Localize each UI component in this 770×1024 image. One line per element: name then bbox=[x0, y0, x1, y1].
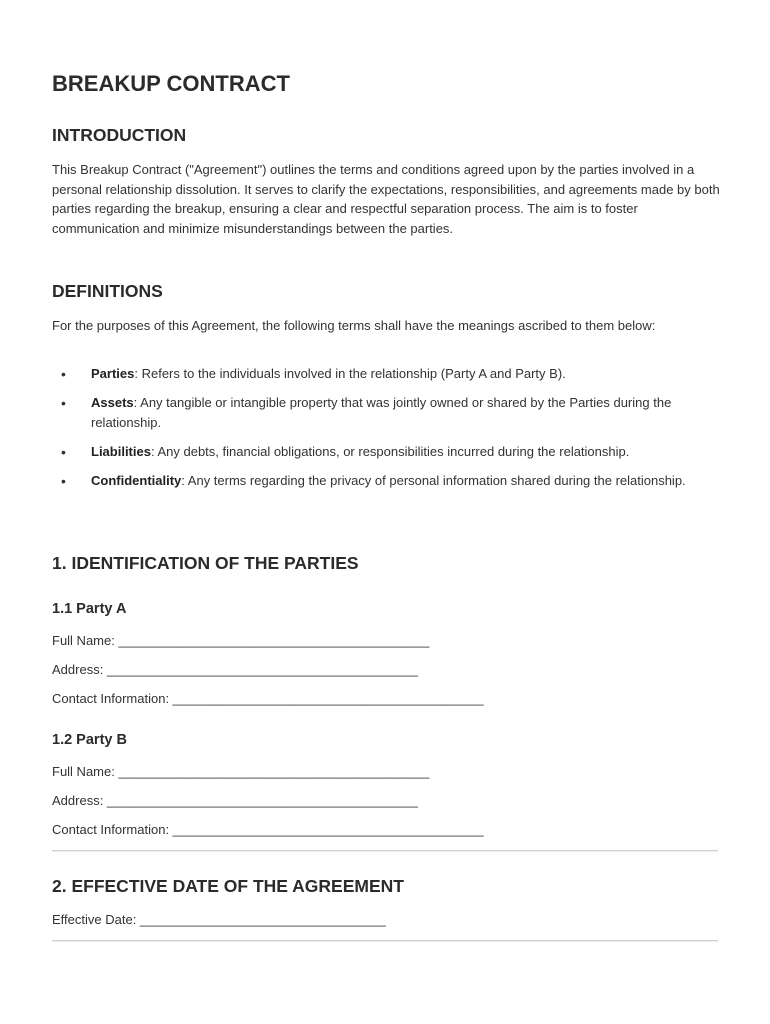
definition-term: Liabilities bbox=[91, 443, 151, 459]
definition-text: : Any terms regarding the privacy of personal information shared during the relationship. bbox=[181, 472, 686, 488]
party-a-contact-field[interactable]: Contact Information: ___________________________________________ bbox=[52, 691, 484, 706]
section-divider bbox=[52, 940, 718, 941]
definition-text: : Any tangible or intangible property that was jointly owned or shared by the Parties during the relationship. bbox=[91, 395, 672, 430]
definitions-list bbox=[52, 364, 722, 500]
introduction-text: This Breakup Contract ("Agreement") outlines the terms and conditions agreed upon by the parties involved in a personal relationship dissolution. It serves to clarify the expectations, responsibilities, and agreements made by both parties regarding the breakup, ensuring a clear and respectful separation process. The aim is to foster communication and minimize misunderstandings between the parties. bbox=[52, 162, 720, 237]
party-a-address-field[interactable]: Address: ___________________________________________ bbox=[52, 662, 418, 677]
section1-heading: 1. IDENTIFICATION OF THE PARTIES bbox=[52, 553, 359, 573]
party-b-contact-field[interactable]: Contact Information: ___________________________________________ bbox=[52, 822, 484, 837]
bullet-icon: • bbox=[61, 443, 66, 460]
definition-text: : Any debts, financial obligations, or responsibilities incurred during the relationship. bbox=[150, 443, 630, 459]
definition-term: Assets bbox=[91, 395, 134, 410]
definition-term: Parties bbox=[91, 366, 135, 381]
bullet-icon: • bbox=[61, 366, 66, 382]
document-title: BREAKUP CONTRACT bbox=[52, 71, 290, 96]
party-a-full-name-field[interactable]: Full Name: ___________________________________________ bbox=[52, 633, 430, 648]
party-b-heading: 1.2 Party B bbox=[52, 732, 127, 748]
definition-item bbox=[52, 442, 722, 462]
party-b-address-field[interactable]: Address: ___________________________________________ bbox=[52, 793, 418, 808]
section-divider bbox=[52, 850, 718, 851]
definitions-intro: For the purposes of this Agreement, the following terms shall have the meanings ascribed to them below: bbox=[52, 318, 656, 333]
introduction-heading: INTRODUCTION bbox=[52, 125, 187, 145]
bullet-icon: • bbox=[61, 472, 66, 489]
definition-text: : Refers to the individuals involved in the relationship (Party A and Party B). bbox=[134, 366, 566, 381]
bullet-icon: • bbox=[61, 395, 66, 411]
definition-item bbox=[52, 364, 722, 384]
section2-heading: 2. EFFECTIVE DATE OF THE AGREEMENT bbox=[52, 876, 404, 896]
definition-term: Confidentiality bbox=[91, 472, 182, 488]
effective-date-field[interactable]: Effective Date: __________________________________ bbox=[52, 912, 386, 927]
party-b-full-name-field[interactable]: Full Name: ___________________________________________ bbox=[52, 764, 430, 779]
definitions-heading: DEFINITIONS bbox=[52, 281, 163, 301]
definition-item bbox=[52, 471, 722, 491]
definition-item bbox=[52, 393, 722, 432]
party-a-heading: 1.1 Party A bbox=[52, 601, 127, 617]
